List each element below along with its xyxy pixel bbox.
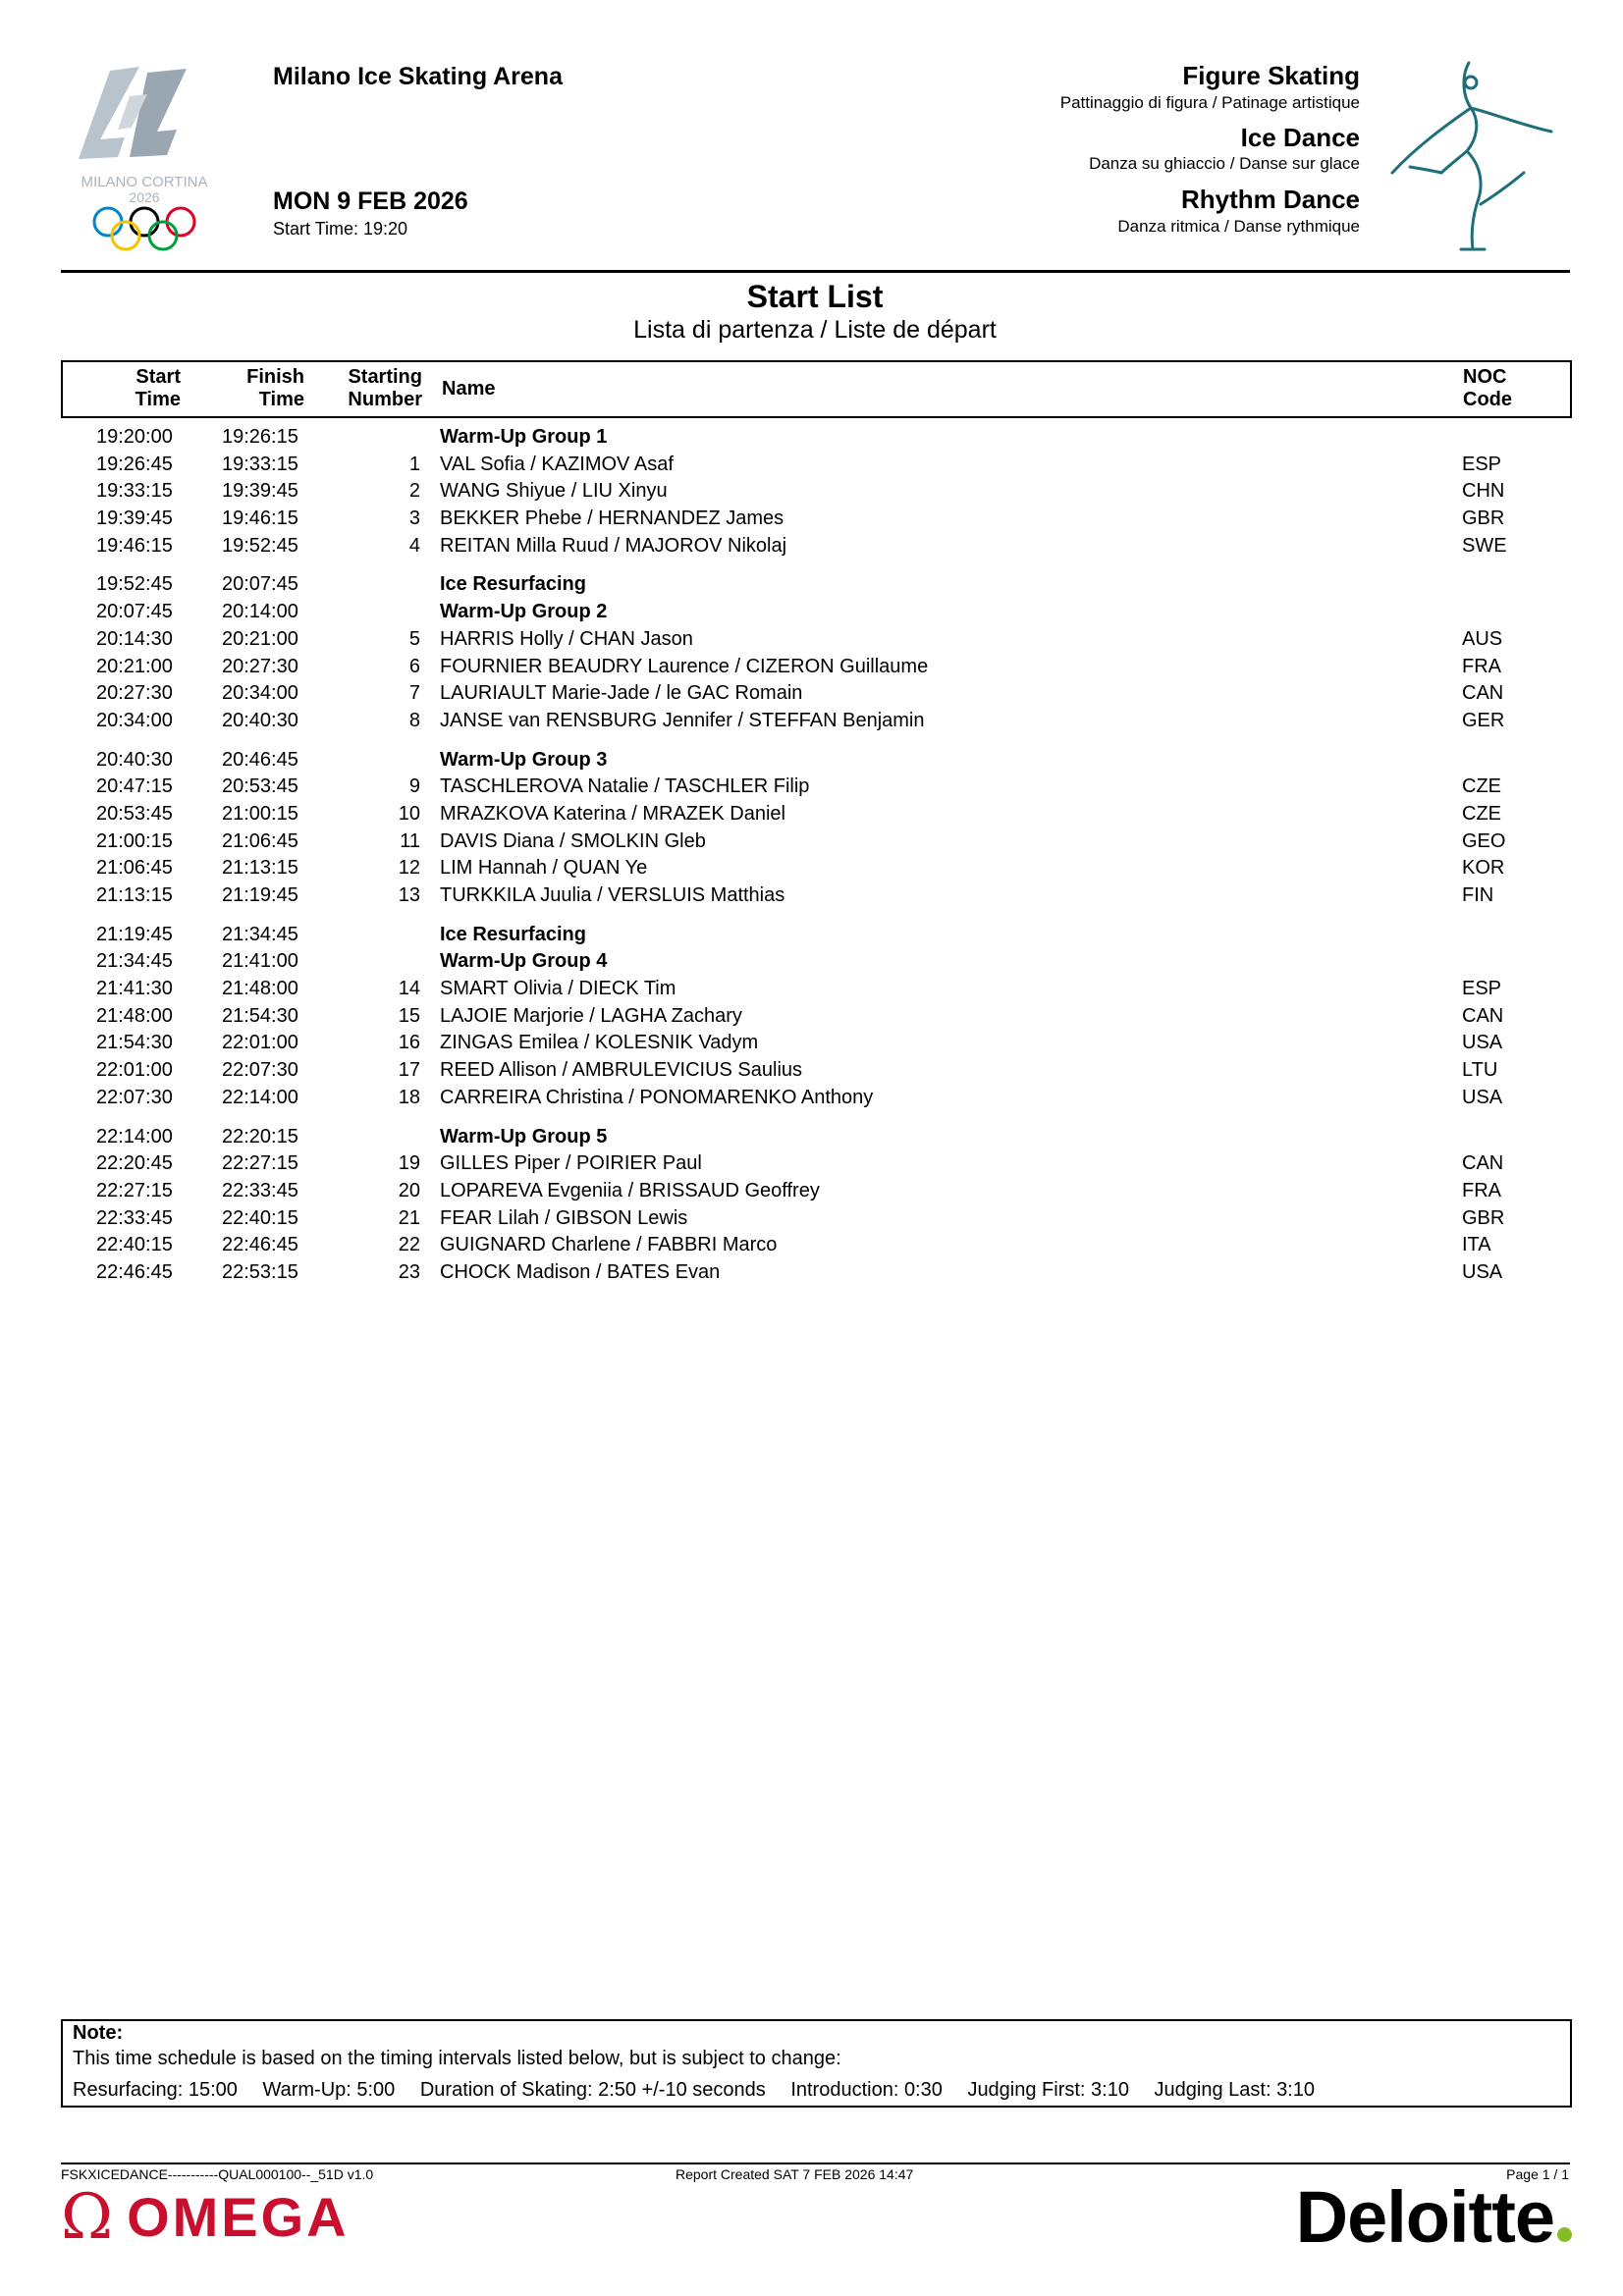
group-label-cell: Warm-Up Group 5: [440, 1125, 608, 1148]
start-time-cell: 20:40:30: [96, 748, 173, 771]
start-time-cell: 21:54:30: [96, 1032, 173, 1054]
discipline-title: Figure Skating: [1182, 61, 1360, 90]
couple-name-cell: FOURNIER BEAUDRY Laurence / CIZERON Guillaume: [440, 655, 929, 677]
start-time-cell: 20:47:15: [96, 775, 173, 798]
table-header: [61, 360, 1572, 418]
start-time-cell: 21:19:45: [96, 923, 173, 945]
start-time-cell: 21:13:15: [96, 884, 173, 906]
table-row: [61, 1232, 1568, 1259]
event-title: Ice Dance: [1240, 123, 1360, 152]
starting-number-cell: 23: [398, 1260, 420, 1283]
omega-wordmark: OMEGA: [127, 2186, 350, 2248]
starting-number-cell: 13: [398, 884, 420, 906]
col-header-starting-number: [320, 366, 422, 411]
start-time-cell: 19:33:15: [96, 480, 173, 503]
starting-number-cell: 22: [398, 1234, 420, 1256]
noc-code-cell: FRA: [1462, 1179, 1501, 1201]
start-time-cell: 21:00:15: [96, 829, 173, 852]
finish-time-cell: 19:46:15: [222, 507, 298, 530]
schedule-group-row: [61, 599, 1568, 626]
finish-time-cell: 21:41:00: [222, 950, 298, 973]
table-row: [61, 1259, 1568, 1287]
couple-name-cell: TASCHLEROVA Natalie / TASCHLER Filip: [440, 775, 810, 798]
starting-number-cell: 7: [408, 682, 420, 705]
start-time-cell: 22:01:00: [96, 1059, 173, 1082]
group-label-cell: Ice Resurfacing: [440, 923, 586, 945]
finish-time-cell: 20:21:00: [222, 627, 298, 650]
group-label-cell: Warm-Up Group 2: [440, 601, 608, 623]
noc-code-cell: CHN: [1462, 480, 1505, 503]
competition-date: MON 9 FEB 2026: [273, 187, 468, 215]
page-subtitle: Lista di partenza / Liste de départ: [633, 316, 997, 344]
olympic-rings-icon: [94, 208, 194, 249]
couple-name-cell: HARRIS Holly / CHAN Jason: [440, 627, 693, 650]
interval-introduction: Introduction: 0:30: [790, 2079, 943, 2101]
starting-number-cell: 15: [398, 1004, 420, 1027]
group-label-cell: Ice Resurfacing: [440, 573, 586, 596]
col-header-start-line1: Start: [135, 366, 181, 388]
finish-time-cell: 19:26:15: [222, 426, 298, 448]
couple-name-cell: CHOCK Madison / BATES Evan: [440, 1260, 721, 1283]
couple-name-cell: GUIGNARD Charlene / FABBRI Marco: [440, 1234, 778, 1256]
table-row: [61, 626, 1568, 654]
noc-code-cell: CZE: [1462, 775, 1501, 798]
couple-name-cell: MRAZKOVA Katerina / MRAZEK Daniel: [440, 802, 785, 825]
table-row: [61, 1150, 1568, 1178]
starting-number-cell: 16: [398, 1032, 420, 1054]
table-row: [61, 506, 1568, 533]
starting-number-cell: 18: [398, 1086, 420, 1108]
couple-name-cell: WANG Shiyue / LIU Xinyu: [440, 480, 668, 503]
start-list-table: [61, 424, 1568, 1287]
finish-time-cell: 19:52:45: [222, 534, 298, 557]
start-time-cell: 22:46:45: [96, 1260, 173, 1283]
table-row: [61, 1030, 1568, 1057]
noc-code-cell: USA: [1462, 1260, 1503, 1283]
start-time-cell: 19:46:15: [96, 534, 173, 557]
start-time: Start Time: 19:20: [273, 219, 408, 239]
note-text: This time schedule is based on the timing intervals listed below, but is subject to change:: [73, 2048, 841, 2069]
col-header-noc-code: [1463, 366, 1512, 411]
interval-skating-duration: Duration of Skating: 2:50 +/-10 seconds: [419, 2079, 766, 2101]
milano-cortina-logo: [71, 61, 218, 257]
start-time-cell: 22:27:15: [96, 1179, 173, 1201]
schedule-group-row: [61, 922, 1568, 949]
col-header-noc-line2: Code: [1463, 389, 1512, 410]
start-time-cell: 22:20:45: [96, 1152, 173, 1175]
footer-divider: [61, 2163, 1570, 2164]
noc-code-cell: ESP: [1462, 978, 1502, 1000]
couple-name-cell: SMART Olivia / DIECK Tim: [440, 978, 676, 1000]
noc-code-cell: GER: [1462, 709, 1505, 731]
starting-number-cell: 17: [398, 1059, 420, 1082]
starting-number-cell: 12: [398, 857, 420, 880]
table-row: [61, 828, 1568, 856]
table-row: [61, 1205, 1568, 1233]
couple-name-cell: LOPAREVA Evgeniia / BRISSAUD Geoffrey: [440, 1179, 820, 1201]
finish-time-cell: 22:14:00: [222, 1086, 298, 1108]
finish-time-cell: 20:14:00: [222, 601, 298, 623]
discipline-subtitle: Pattinaggio di figura / Patinage artistique: [1059, 93, 1360, 112]
figure-skating-pictogram-icon: [1386, 57, 1563, 259]
table-row: [61, 452, 1568, 479]
finish-time-cell: 22:07:30: [222, 1059, 298, 1082]
couple-name-cell: BEKKER Phebe / HERNANDEZ James: [440, 507, 784, 530]
table-row: [61, 680, 1568, 708]
noc-code-cell: GEO: [1462, 829, 1506, 852]
noc-code-cell: FRA: [1462, 655, 1501, 677]
starting-number-cell: 14: [398, 978, 420, 1000]
table-row: [61, 533, 1568, 561]
schedule-group-row: [61, 747, 1568, 774]
interval-warm-up: Warm-Up: 5:00: [262, 2079, 396, 2101]
start-time-cell: 21:34:45: [96, 950, 173, 973]
couple-name-cell: JANSE van RENSBURG Jennifer / STEFFAN Benjamin: [440, 709, 925, 731]
finish-time-cell: 21:00:15: [222, 802, 298, 825]
couple-name-cell: FEAR Lilah / GIBSON Lewis: [440, 1206, 688, 1229]
col-header-noc-line1: NOC: [1463, 366, 1507, 388]
starting-number-cell: 8: [408, 709, 420, 731]
noc-code-cell: CAN: [1462, 1004, 1504, 1027]
starting-number-cell: 10: [398, 802, 420, 825]
emblem-icon: [79, 67, 187, 159]
starting-number-cell: 3: [408, 507, 420, 530]
start-time-cell: 22:33:45: [96, 1206, 173, 1229]
phase-subtitle: Danza ritmica / Danse rythmique: [1117, 217, 1360, 236]
logo-wordmark: MILANO CORTINA: [81, 174, 208, 190]
omega-logo: [61, 2181, 350, 2254]
start-time-cell: 21:06:45: [96, 857, 173, 880]
starting-number-cell: 21: [398, 1206, 420, 1229]
finish-time-cell: 21:34:45: [222, 923, 298, 945]
finish-time-cell: 22:46:45: [222, 1234, 298, 1256]
couple-name-cell: REED Allison / AMBRULEVICIUS Saulius: [440, 1059, 803, 1082]
note-title: Note:: [73, 2022, 124, 2044]
start-time-cell: 19:20:00: [96, 426, 173, 448]
page-title: Start List: [746, 279, 884, 314]
noc-code-cell: ESP: [1462, 453, 1502, 475]
logo-year: 2026: [129, 189, 160, 205]
finish-time-cell: 22:53:15: [222, 1260, 298, 1283]
report-created: Report Created SAT 7 FEB 2026 14:47: [676, 2166, 914, 2182]
finish-time-cell: 20:53:45: [222, 775, 298, 798]
noc-code-cell: GBR: [1462, 507, 1505, 530]
noc-code-cell: SWE: [1462, 534, 1507, 557]
timing-intervals: [73, 2079, 1334, 2102]
starting-number-cell: 19: [398, 1152, 420, 1175]
group-label-cell: Warm-Up Group 4: [440, 950, 608, 973]
finish-time-cell: 21:48:00: [222, 978, 298, 1000]
finish-time-cell: 19:39:45: [222, 480, 298, 503]
deloitte-dot-icon: [1557, 2227, 1572, 2242]
finish-time-cell: 21:19:45: [222, 884, 298, 906]
table-row: [61, 1057, 1568, 1085]
col-header-finish-line2: Time: [258, 389, 304, 410]
group-label-cell: Warm-Up Group 3: [440, 748, 608, 771]
couple-name-cell: LIM Hannah / QUAN Ye: [440, 857, 648, 880]
start-time-cell: 21:41:30: [96, 978, 173, 1000]
report-code: FSKXICEDANCE-----------QUAL000100--_51D v1.0: [61, 2166, 374, 2182]
col-header-finish-line1: Finish: [246, 366, 304, 388]
starting-number-cell: 20: [398, 1179, 420, 1201]
interval-judging-first: Judging First: 3:10: [967, 2079, 1129, 2101]
noc-code-cell: CAN: [1462, 682, 1504, 705]
starting-number-cell: 4: [408, 534, 420, 557]
event-subtitle: Danza su ghiaccio / Danse sur glace: [1089, 154, 1360, 173]
table-row: [61, 1003, 1568, 1031]
start-time-cell: 20:07:45: [96, 601, 173, 623]
venue-name: Milano Ice Skating Arena: [273, 63, 563, 90]
start-time-cell: 20:53:45: [96, 802, 173, 825]
table-row: [61, 774, 1568, 801]
start-time-cell: 22:14:00: [96, 1125, 173, 1148]
deloitte-wordmark: Deloitte: [1295, 2176, 1554, 2258]
note-box: [61, 2019, 1572, 2108]
couple-name-cell: LAURIAULT Marie-Jade / le GAC Romain: [440, 682, 803, 705]
col-header-finish-time: [200, 366, 304, 411]
table-row: [61, 654, 1568, 681]
col-header-number-line1: Starting: [348, 366, 422, 388]
noc-code-cell: LTU: [1462, 1059, 1498, 1082]
noc-code-cell: FIN: [1462, 884, 1494, 906]
finish-time-cell: 20:27:30: [222, 655, 298, 677]
noc-code-cell: KOR: [1462, 857, 1505, 880]
schedule-group-row: [61, 424, 1568, 452]
schedule-group-row: [61, 948, 1568, 976]
start-time-cell: 20:34:00: [96, 709, 173, 731]
start-time-cell: 21:48:00: [96, 1004, 173, 1027]
interval-resurfacing: Resurfacing: 15:00: [73, 2079, 238, 2101]
starting-number-cell: 5: [408, 627, 420, 650]
col-header-name: Name: [442, 378, 496, 400]
starting-number-cell: 2: [408, 480, 420, 503]
deloitte-logo: [1296, 2177, 1572, 2258]
table-row: [61, 478, 1568, 506]
start-time-cell: 19:52:45: [96, 573, 173, 596]
couple-name-cell: CARREIRA Christina / PONOMARENKO Anthony: [440, 1086, 874, 1108]
couple-name-cell: GILLES Piper / POIRIER Paul: [440, 1152, 702, 1175]
omega-symbol-icon: Ω: [61, 2181, 114, 2254]
finish-time-cell: 19:33:15: [222, 453, 298, 475]
col-header-start-time: [122, 366, 181, 411]
finish-time-cell: 20:07:45: [222, 573, 298, 596]
finish-time-cell: 22:01:00: [222, 1032, 298, 1054]
noc-code-cell: GBR: [1462, 1206, 1505, 1229]
group-label-cell: Warm-Up Group 1: [440, 426, 608, 448]
start-time-cell: 19:26:45: [96, 453, 173, 475]
table-row: [61, 1085, 1568, 1112]
couple-name-cell: LAJOIE Marjorie / LAGHA Zachary: [440, 1004, 742, 1027]
noc-code-cell: USA: [1462, 1086, 1503, 1108]
finish-time-cell: 21:13:15: [222, 857, 298, 880]
starting-number-cell: 9: [408, 775, 420, 798]
col-header-start-line2: Time: [135, 389, 181, 410]
noc-code-cell: ITA: [1462, 1234, 1491, 1256]
col-header-number-line2: Number: [348, 389, 422, 410]
schedule-group-row: [61, 1124, 1568, 1151]
start-time-cell: 20:14:30: [96, 627, 173, 650]
interval-judging-last: Judging Last: 3:10: [1154, 2079, 1315, 2101]
start-time-cell: 19:39:45: [96, 507, 173, 530]
finish-time-cell: 22:40:15: [222, 1206, 298, 1229]
couple-name-cell: DAVIS Diana / SMOLKIN Gleb: [440, 829, 706, 852]
finish-time-cell: 22:20:15: [222, 1125, 298, 1148]
schedule-group-row: [61, 571, 1568, 599]
finish-time-cell: 21:06:45: [222, 829, 298, 852]
starting-number-cell: 1: [408, 453, 420, 475]
table-row: [61, 976, 1568, 1003]
finish-time-cell: 22:27:15: [222, 1152, 298, 1175]
table-row: [61, 708, 1568, 735]
couple-name-cell: REITAN Milla Ruud / MAJOROV Nikolaj: [440, 534, 787, 557]
couple-name-cell: VAL Sofia / KAZIMOV Asaf: [440, 453, 674, 475]
page-number: Page 1 / 1: [1506, 2166, 1569, 2182]
phase-title: Rhythm Dance: [1180, 185, 1360, 214]
noc-code-cell: CAN: [1462, 1152, 1504, 1175]
start-time-cell: 22:40:15: [96, 1234, 173, 1256]
noc-code-cell: CZE: [1462, 802, 1501, 825]
noc-code-cell: AUS: [1462, 627, 1503, 650]
couple-name-cell: ZINGAS Emilea / KOLESNIK Vadym: [440, 1032, 759, 1054]
table-row: [61, 1178, 1568, 1205]
starting-number-cell: 6: [408, 655, 420, 677]
start-time-cell: 22:07:30: [96, 1086, 173, 1108]
table-row: [61, 882, 1568, 910]
noc-code-cell: USA: [1462, 1032, 1503, 1054]
finish-time-cell: 21:54:30: [222, 1004, 298, 1027]
start-time-cell: 20:27:30: [96, 682, 173, 705]
finish-time-cell: 20:34:00: [222, 682, 298, 705]
table-row: [61, 801, 1568, 828]
starting-number-cell: 11: [400, 829, 420, 852]
start-time-cell: 20:21:00: [96, 655, 173, 677]
table-row: [61, 855, 1568, 882]
couple-name-cell: TURKKILA Juulia / VERSLUIS Matthias: [440, 884, 785, 906]
finish-time-cell: 22:33:45: [222, 1179, 298, 1201]
finish-time-cell: 20:46:45: [222, 748, 298, 771]
finish-time-cell: 20:40:30: [222, 709, 298, 731]
header-divider: [61, 270, 1570, 273]
